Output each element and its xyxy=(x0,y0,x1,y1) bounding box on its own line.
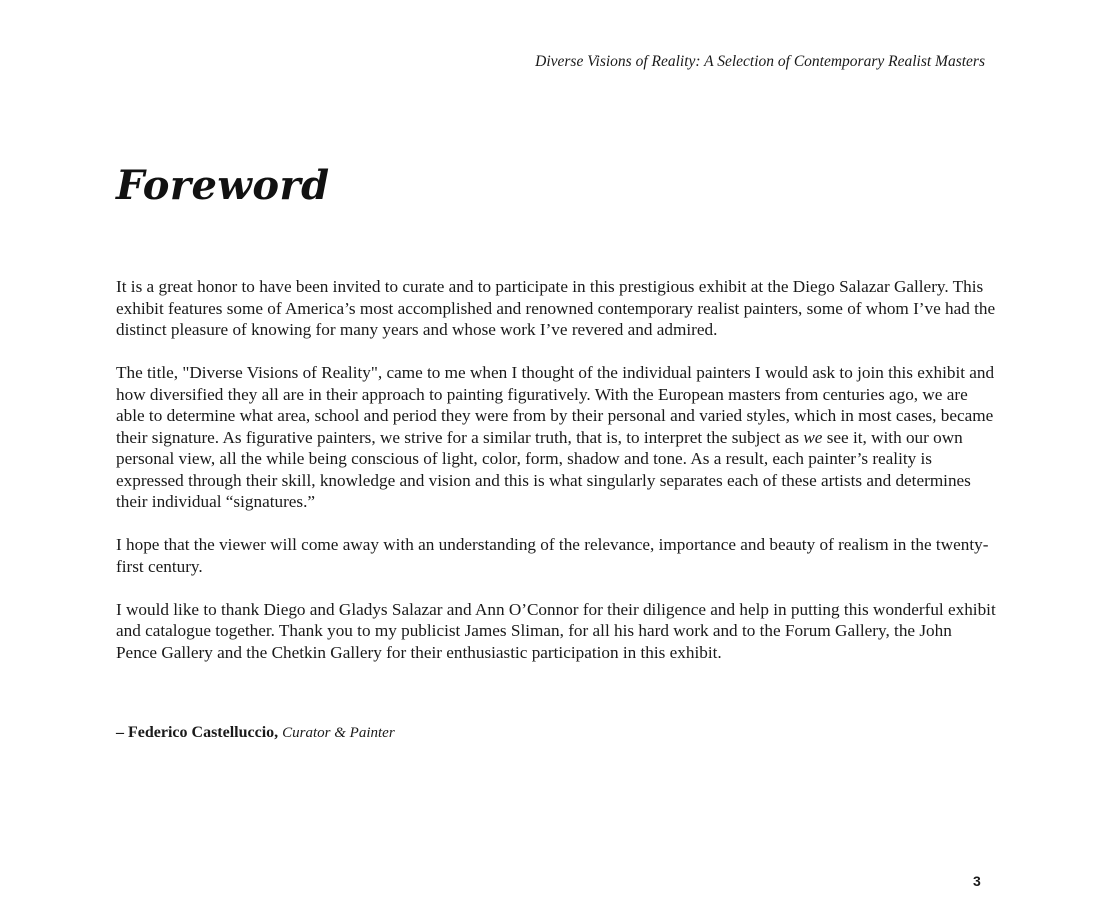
signature-name: – Federico Castelluccio, xyxy=(116,724,279,741)
signature-role: Curator & Painter xyxy=(282,725,395,741)
paragraph-hope: I hope that the viewer will come away with an understanding of the relevance, importance and beauty of realism in the twenty-first century. xyxy=(116,535,989,576)
running-header: Diverse Visions of Reality: A Selection of Contemporary Realist Masters xyxy=(535,53,985,70)
paragraph-honor: It is a great honor to have been invited to curate and to participate in this prestigious exhibit at the Diego Salazar Gallery. This exhibit features some of America’s most accomplished and renowned contemporary realist painters, some of whom I’ve had the distinct pleasure of knowing for many years and whose work I’ve revered and admired. xyxy=(116,277,996,339)
paragraph-thanks: I would like to thank Diego and Gladys Salazar and Ann O’Connor for their diligence and help in putting this wonderful exhibit and catalogue together. Thank you to my publicist James Sliman, for all his hard work and to the Forum Gallery, the John Pence Gallery and the Chetkin Gallery for their enthusiastic participation in this exhibit. xyxy=(116,599,996,662)
paragraph-title-origin xyxy=(116,362,996,513)
page-title: Foreword xyxy=(116,162,330,209)
paragraph-title-origin-start: The title, "Diverse Visions of Reality", came to me when I thought of the individual painters I would ask to join this exhibit and how diversified they all are in their approach to painting figuratively. With the European masters from centuries ago, we are able to determine what area, school and period they were from by their personal and varied styles, which in most cases, became their signature. As figurative painters, we strive for a similar truth, that is, to interpret the subject as xyxy=(116,363,995,447)
page-number: 3 xyxy=(973,873,981,889)
signature xyxy=(116,724,395,742)
emphasis-we: we xyxy=(803,427,823,447)
paragraph-title-origin-end: see it, with our own personal view, all the while being conscious of light, color, form, shadow and tone. As a result, each painter’s reality is expressed through their skill, knowledge and vision and this is what singularly separates each of these artists and determines their individual “signatures.” xyxy=(116,427,971,511)
foreword-body xyxy=(116,276,996,685)
